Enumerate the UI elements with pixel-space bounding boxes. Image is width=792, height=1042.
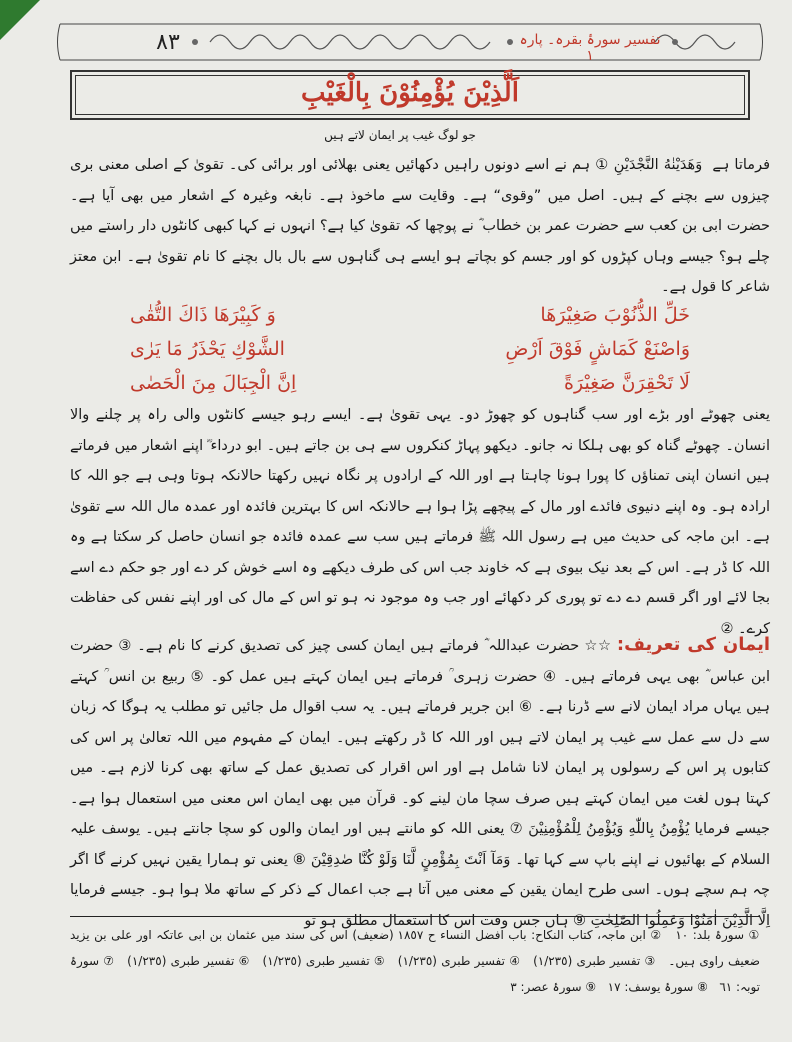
footnote: ⑥ تفسیر طبری (١/٢٣٥) [127, 954, 250, 968]
poem-line [130, 332, 690, 366]
page-header [55, 20, 765, 64]
poem-hemistich: لَا تَحْقِرَنَّ صَغِيْرَةً [564, 372, 690, 394]
poem-hemistich: خَلِّ الذُّنُوْبَ صَغِيْرَهَا [540, 304, 690, 326]
paragraph-1: فرماتا ہے ‌ وَهَدَيْنٰهُ النَّجْدَيْنِ ① ہم نے اسے دونوں راہیں دکھائیں یعنی بھلائی اور برائی کی۔ تقویٰ کے اصلی معنی بری چیزوں سے بچنے کے ہیں۔ اصل میں ”وقوی“ ہے۔ وقایت سے ماخوذ ہے۔ نابغہ وغیرہ کے اشعار میں بھی آیا ہے۔ حضرت ابی بن کعب سے حضرت عمر بن خطاب ؓ نے پوچھا کہ تقویٰ کیا ہے؟ انہوں نے کہا کبھی کانٹوں دار راستے میں چلے ہو؟ جیسے وہاں کپڑوں کو اور جسم کو بچاتے ہو ایسے ہی گناہوں سے بال بال بچنے کا نام تقویٰ ہے۔ ابن معتز شاعر کا قول ہے۔ [70, 157, 770, 295]
chapter-title-frame [70, 70, 750, 120]
footnote: ① سورۂ بلد: ١٠ [675, 928, 760, 942]
poem-hemistich: وَ كَبِيْرَهَا ذَاكَ التُّقٰى [130, 304, 276, 326]
footnote: ⑤ تفسیر طبری (١/٢٣٥) [262, 954, 386, 968]
chapter-title: اَلَّذِيْنَ يُؤْمِنُوْنَ بِالْغَيْبِ [301, 78, 519, 108]
footnote: ⑦ سورۂ توبہ: ٦١ [70, 954, 760, 994]
arabic-poem [130, 298, 690, 400]
title-translation: جو لوگ غیب پر ایمان لاتے ہیں [324, 128, 476, 142]
paragraph-3: ☆☆ حضرت عبداللہ ؓ فرماتے ہیں ایمان کسی چیز کی تصدیق کرنے کا نام ہے۔ ③ حضرت ابن عباس ؓ بھی یہی فرماتے ہیں۔ ④ حضرت زہری ؒ فرماتے ہیں ایمان کہتے ہیں عمل کو۔ ⑤ ربیع بن انس ؒ کہتے ہیں یہاں مراد ایمان لانے سے ڈرنا ہے۔ ⑥ ابن جریر فرماتے ہیں۔ یہ سب اقوال مل جائیں تو مطلب یہ ہوگا کہ زبان سے دل سے عمل سے غیب پر ایمان لاتے ہیں اور اللہ کا ڈر رکھتے ہیں۔ ایمان کے مفہوم میں اللہ تعالیٰ پر اس کی کتابوں پر اس کے رسولوں پر ایمان لانا شامل ہے اور اس اقرار کی تصدیق عمل کے ساتھ بھی کرنا لازم ہے۔ میں کہتا ہوں لغت میں ایمان کہتے ہیں صرف سچا مان لینے کو۔ قرآن میں بھی ایمان اس معنی میں استعمال ہوا ہے۔ جیسے فرمایا يُؤْمِنُ بِاللّٰهِ وَيُؤْمِنُ لِلْمُؤْمِنِيْنَ ⑦ یعنی اللہ کو مانتے ہیں اور ایمان والوں کو سچا جانتے ہیں۔ یوسف علیہ السلام کے بھائیوں نے اپنے باپ سے کہا تھا۔ وَمَآ اَنْتَ بِمُؤْمِنٍ لَّنَا وَلَوْ كُنَّا صٰدِقِيْنَ ⑧ یعنی تو ہمارا یقین نہیں کرنے گا اگر چہ ہم سچے ہوں۔ اسی طرح ایمان یقین کے معنی میں آتا ہے جب اعمال کے ذکر کے ساتھ ملا ہوا ہو۔ جیسے فرمایا اِلَّا الَّذِيْنَ اٰمَنُوْا وَعَمِلُوا الصّٰلِحٰتِ ⑨ ہاں جس وقت اس کا استعمال مطلق ہو تو [70, 638, 770, 929]
footnote-divider [70, 916, 760, 917]
footnotes [70, 922, 760, 1000]
footnote: ⑧ سورۂ یوسف: ١٧ [607, 980, 708, 994]
poem-line [130, 366, 690, 400]
corner-marker [0, 0, 40, 40]
page-number: ٨٣ [156, 30, 180, 55]
paragraph-2: یعنی چھوٹے اور بڑے اور سب گناہوں کو چھوڑ دو۔ یہی تقویٰ ہے۔ ایسے رہو جیسے کانٹوں والی راہ پر چلنے والا انسان۔ چھوٹے گناہ کو بھی ہلکا نہ جانو۔ دیکھو پہاڑ کنکروں سے ہی بن جاتے ہیں۔ ابو درداء ؓ اپنے اشعار میں فرماتے ہیں انسان اپنی تمناؤں کا پورا ہونا چاہتا ہے اور اللہ کے ارادوں پر نگاہ نہیں رکھتا حالانکہ ہوتا وہی ہے جو اللہ کا ارادہ ہو۔ وہ اپنے دنیوی فائدے اور مال کے پیچھے پڑا ہوا ہے حالانکہ اس کا بہترین فائدہ اور عمدہ مال اللہ سے تقویٰ ہے۔ ابن ماجہ کی حدیث میں ہے رسول اللہ ﷺ فرماتے ہیں سب سے عمدہ فائدہ جو انسان حاصل کر سکتا ہے وہ اللہ کا ڈر ہے۔ اس کے بعد نیک بیوی ہے کہ خاوند جب اس کی طرف دیکھے وہ اسے خوش کر دے اور جو حکم دے اسے بجا لائے اور اگر قسم دے دے تو پوری کر دکھائے اور جب وہ موجود نہ ہو تو اس کے مال کی اور اپنے نفس کی حفاظت کرے۔ ② [70, 407, 770, 637]
poem-hemistich: وَاصْنَعْ كَمَاشٍ فَوْقَ اَرْضِ [505, 338, 690, 360]
footnote: ⑨ سورۂ عصر: ٣ [510, 980, 597, 994]
footnote: ② ابن ماجہ، کتاب النکاح: باب افضل النساء ح ١٨٥٧ (ضعیف) اس کی سند میں عثمان بن ابی عاتکہ اور علی بن یزید ضعیف راوی ہیں۔ [70, 928, 760, 968]
section-heading: ایمان کی تعریف: [616, 634, 771, 655]
poem-hemistich: الشَّوْكِ يَحْذَرُ مَا يَرٰى [130, 338, 285, 360]
poem-hemistich: اِنَّ الْجِبَالَ مِنَ الْحَصٰى [130, 372, 297, 394]
paragraph-3-block [70, 630, 770, 936]
footnote: ④ تفسیر طبری (١/٢٣٥) [397, 954, 521, 968]
running-header-title: تفسیر سورۂ بقرہ۔ پارہ ١ [519, 32, 661, 64]
poem-line [130, 298, 690, 332]
footnote: ③ تفسیر طبری (١/٢٣٥) [533, 954, 656, 968]
